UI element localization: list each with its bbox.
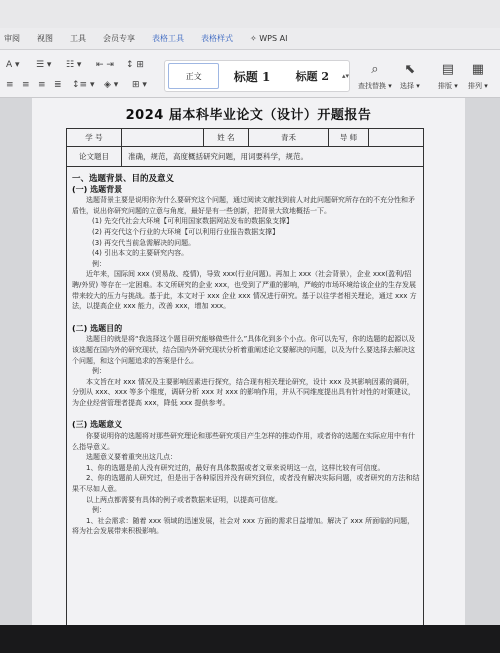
sort-icon[interactable]: ↕ ⊞	[126, 60, 144, 70]
monitor-bezel	[0, 625, 500, 653]
tab-view[interactable]: 视图	[37, 34, 53, 43]
subsection-heading: (三) 选题意义	[72, 420, 123, 430]
title-strip	[0, 0, 500, 28]
wps-ai-icon: ✧	[250, 34, 260, 43]
paragraph: 你要说明你的选题将对那些研究理论和那些研究项目产生怎样的推动作用，或者你的选题在实际应用中有什么指导意义。	[72, 432, 415, 451]
spacer	[72, 312, 420, 324]
style-scroll-icon[interactable]: ▴▾	[341, 72, 349, 80]
line-spacing-icon[interactable]: ↕≡ ▾	[72, 80, 95, 90]
tab-review[interactable]: 审阅	[4, 34, 20, 43]
arrange-button[interactable]: ▦ 排列 ▾	[468, 62, 488, 90]
select-button[interactable]: ⬉ 选择 ▾	[400, 62, 420, 90]
layout-label: 排版	[438, 82, 452, 90]
section-heading: 一、选题背景、目的及意义	[72, 174, 175, 184]
ribbon	[0, 50, 500, 98]
report-body[interactable]	[72, 174, 420, 537]
style-gallery	[164, 60, 350, 92]
example-label: 例：	[92, 367, 106, 376]
style-heading-2[interactable]: 标题 2	[295, 70, 330, 83]
style-heading-1[interactable]: 标题 1	[233, 69, 271, 84]
list-item: (2) 再交代这个行业的大环境【可以利用行业报告数据支撑】	[92, 227, 280, 236]
name-label: 姓 名	[204, 129, 249, 146]
table-row	[67, 129, 423, 147]
student-id-label: 学 号	[67, 129, 122, 146]
document-title: 2024 届本科毕业论文（设计）开题报告	[125, 108, 372, 123]
paragraph: 选题意义要着重突出这几点：	[86, 453, 177, 462]
right-margin	[465, 98, 500, 625]
tab-table-tools[interactable]: 表格工具	[152, 34, 184, 43]
spacer	[72, 408, 420, 420]
topic-label: 论文题目	[67, 147, 122, 166]
tab-member[interactable]: 会员专享	[103, 34, 135, 43]
paragraph: 选题目的就是将“我选择这个题目研究能够做些什么”具体化到多个小点。你可以先写，你的选题的起源以及该选题在国内外的研究现状，结合国内外研究现状分析着重阐述论文要解决的问题，以及为什么要选择去解决这个问题，和这个问题追求的答案是什么。	[72, 335, 416, 365]
paragraph: 1、你的选题是前人没有研究过的，最好有具体数据或者文章来说明这一点，这样比较有可信度。	[86, 463, 385, 472]
cursor-icon: ⬉	[404, 62, 416, 77]
style-normal[interactable]: 正文	[168, 63, 219, 89]
numbered-list-icon[interactable]: ☷ ▾	[66, 60, 82, 70]
border-icon[interactable]: ⊞ ▾	[132, 80, 147, 90]
topic-value[interactable]: 准确，规范，高度概括研究问题，用词要科学，规范。	[128, 152, 308, 161]
name-value[interactable]: 青禾	[249, 129, 329, 146]
paragraph: 选题背景主要是说明你为什么要研究这个问题，通过阅读文献找到前人对此问题研究所存在的不充分性和矛盾性，说出你研究问题的立意与角度，最好是有一些创新，把背景大致地概括一下。	[72, 196, 415, 215]
arrange-label: 排列	[468, 82, 482, 90]
advisor-label: 导 师	[329, 129, 369, 146]
list-icon[interactable]: ☰ ▾	[36, 60, 52, 70]
align-left-icon[interactable]: ≡	[6, 80, 14, 90]
list-item: (1) 先交代社会大环境【可利用国家数据网站发布的数据象支撑】	[92, 217, 294, 226]
align-right-icon[interactable]: ≡	[38, 80, 46, 90]
table-row	[67, 147, 423, 167]
search-icon: ⌕	[371, 62, 379, 77]
paragraph: 2、你的选题前人研究过，但是出于各种原因并没有研究到位，或者没有解决实际问题，或者研究的方法和结果不尽如人意。	[72, 474, 420, 494]
paragraph: 近年来，国际间 xxx (贸易战、疫情)，导致 xxx(行业问题)。再加上 xxx（社会背景），企业 xxx(盈利/招聘/外贸) 等存在一定困难。本文所研究的企业 xxx，也受到了严重的影响，严峻的市场环境给该企业的生存发展带来较大的压力与挑战。基于此，本文对于 xxx 企业 xxx 情况进行研究。基于以往学者相关理论，通过 xxx 方法，以提高企业 xxx 能力，改善 xxx，增加 xxx。	[72, 270, 417, 311]
subsection-heading: (二) 选题目的	[72, 323, 123, 333]
find-replace-button[interactable]: ⌕ 查找替换 ▾	[358, 62, 392, 90]
left-margin	[0, 98, 32, 625]
example-label: 例：	[92, 506, 106, 515]
align-center-icon[interactable]: ≡	[22, 80, 30, 90]
layout-button[interactable]: ▤ 排版 ▾	[438, 62, 458, 90]
menu-bar	[0, 28, 500, 50]
student-id-value[interactable]	[122, 129, 204, 146]
select-label: 选择	[400, 82, 414, 90]
paragraph: 以上两点都需要有具体的例子或者数据来证明，以提高可信度。	[86, 495, 282, 504]
paragraph: 1、社会需求：随着 xxx 领域的迅速发展，社会对 xxx 方面的需求日益增加。解决了 xxx 所面临的问题，将为社会发展带来积极影响。	[72, 516, 415, 536]
tab-tools[interactable]: 工具	[70, 34, 86, 43]
subsection-heading: (一) 选题背景	[72, 184, 123, 194]
paragraph: 本文旨在对 xxx 情况及主要影响因素进行探究，结合现有相关理论研究，设计 xxx 及其影响因素的调研，分别从 xxx、xxx 等多个维度，调研分析 xxx 对 xxx 的影响作用，并从不同维度提出具有针对性的对策建议，为企业经营管理者提高 xxx，降低 xxx 提供参考。	[72, 377, 416, 407]
advisor-value[interactable]	[369, 129, 425, 146]
example-label: 例：	[92, 259, 106, 268]
justify-icon[interactable]: ≣	[54, 80, 62, 90]
list-item: (3) 再交代当前急需解决的问题。	[92, 238, 196, 247]
list-item: (4) 引出本文的主要研究内容。	[92, 249, 189, 258]
arrange-icon: ▦	[471, 62, 485, 77]
document-page	[32, 98, 465, 625]
report-table	[66, 128, 424, 625]
indent-icon[interactable]: ⇤ ⇥	[96, 60, 114, 70]
tab-wps-ai-label: WPS AI	[259, 34, 288, 43]
tab-table-style[interactable]: 表格样式	[201, 34, 233, 43]
shading-icon[interactable]: ◈ ▾	[104, 80, 119, 90]
paragraph-icon[interactable]: A ▾	[6, 60, 20, 70]
layout-icon: ▤	[441, 62, 455, 77]
tab-wps-ai[interactable]	[250, 34, 287, 43]
find-replace-label: 查找替换	[358, 82, 386, 90]
